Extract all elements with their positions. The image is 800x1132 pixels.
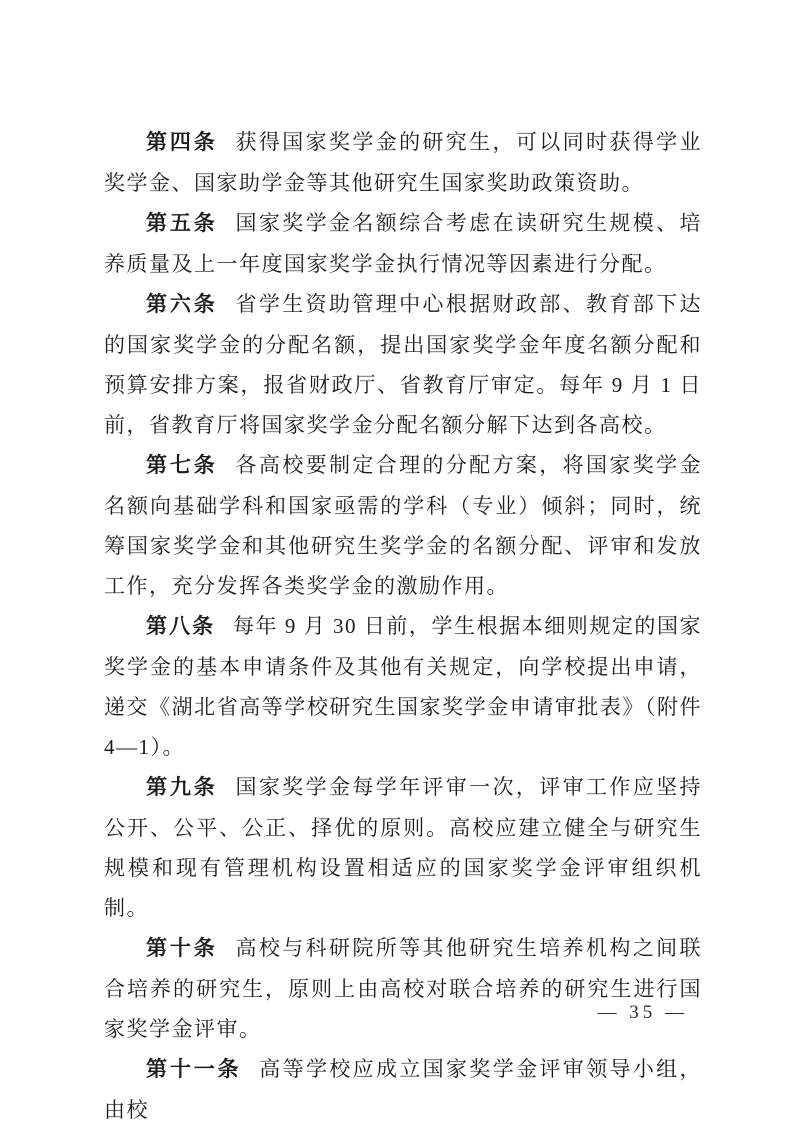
article-paragraph bbox=[104, 1049, 702, 1130]
page-number: — 35 — bbox=[597, 1002, 688, 1023]
article-text: 各高校要制定合理的分配方案，将国家奖学金名额向基础学科和国家亟需的学科（专业）倾斜；同时，统筹国家奖学金和其他研究生奖学金的名额分配、评审和发放工作，充分发挥各类奖学金的激励作用。 bbox=[104, 453, 703, 598]
article-text: 每年 9 月 30 日前，学生根据本细则规定的国家奖学金的基本申请条件及其他有关规定，向学校提出申请，递交《湖北省高等学校研究生国家奖学金申请审批表》（附件 4—1）。 bbox=[104, 614, 703, 759]
article-heading: 第五条 bbox=[146, 212, 218, 235]
article-heading: 第十条 bbox=[146, 937, 218, 960]
article-text: 高校与科研院所等其他研究生培养机构之间联合培养的研究生，原则上由高校对联合培养的研究生进行国家奖学金评审。 bbox=[104, 936, 703, 1041]
article-text: 省学生资助管理中心根据财政部、教育部下达的国家奖学金的分配名额，提出国家奖学金年度名额分配和预算安排方案，报省财政厅、省教育厅审定。每年 9 月 1 日前，省教育厅将国家奖学金分配名额分解下达到各高校。 bbox=[104, 292, 703, 437]
article-text: 获得国家奖学金的研究生，可以同时获得学业奖学金、国家助学金等其他研究生国家奖助政策资助。 bbox=[104, 130, 703, 195]
article-paragraph bbox=[104, 445, 702, 606]
article-paragraph bbox=[104, 928, 702, 1049]
article-paragraph bbox=[104, 284, 702, 445]
article-text: 国家奖学金名额综合考虑在读研究生规模、培养质量及上一年度国家奖学金执行情况等因素进行分配。 bbox=[104, 211, 703, 276]
article-paragraph bbox=[104, 767, 702, 928]
article-heading: 第九条 bbox=[146, 776, 218, 799]
article-heading: 第八条 bbox=[146, 615, 216, 638]
article-paragraph bbox=[104, 606, 702, 767]
article-heading: 第十一条 bbox=[146, 1058, 242, 1081]
article-text: 国家奖学金每学年评审一次，评审工作应坚持公开、公平、公正、择优的原则。高校应建立健全与研究生规模和现有管理机构设置相适应的国家奖学金评审组织机制。 bbox=[104, 775, 703, 920]
article-heading: 第四条 bbox=[146, 131, 218, 154]
article-heading: 第六条 bbox=[146, 293, 218, 316]
article-paragraph bbox=[104, 203, 702, 284]
article-heading: 第七条 bbox=[146, 454, 218, 477]
article-paragraph bbox=[104, 122, 702, 203]
document-body bbox=[104, 122, 702, 1130]
article-text: 高等学校应成立国家奖学金评审领导小组，由校 bbox=[104, 1057, 703, 1122]
